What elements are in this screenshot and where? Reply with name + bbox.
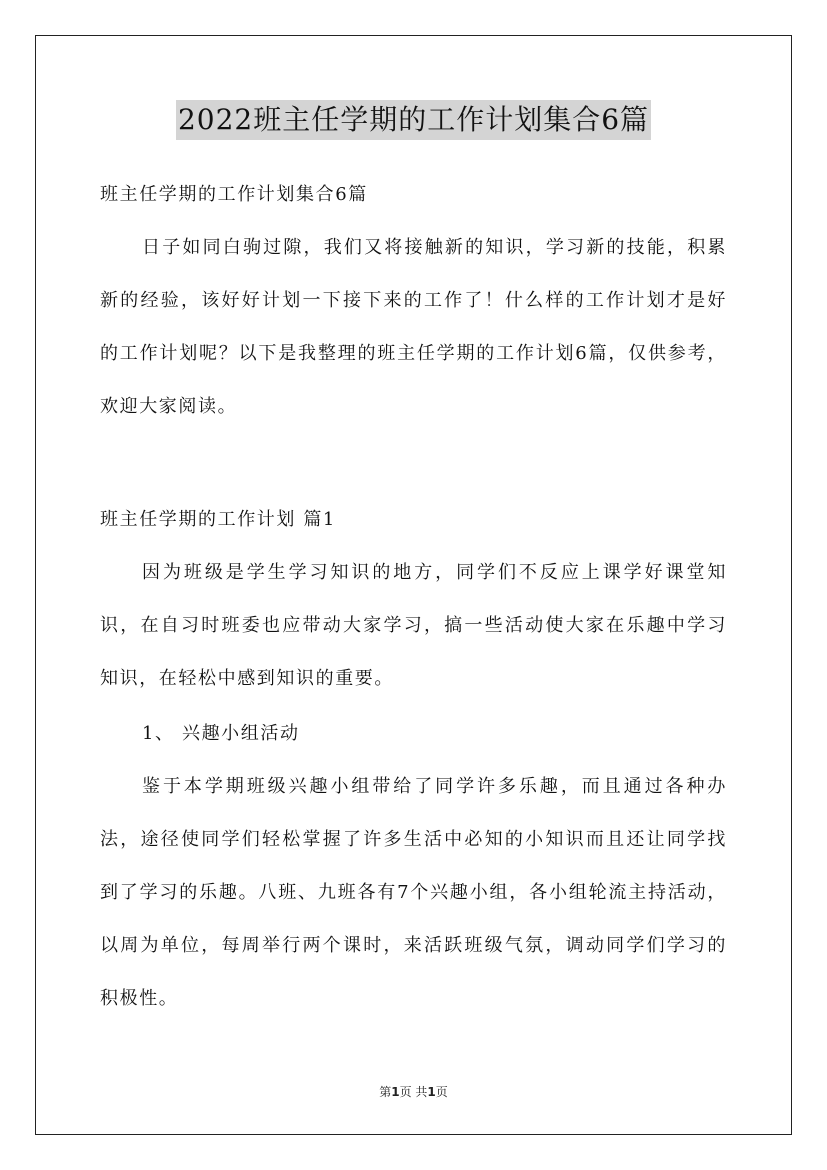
intro-paragraph: 日子如同白驹过隙，我们又将接触新的知识，学习新的技能，积累新的经验，该好好计划一下接下来的工作了！什么样的工作计划才是好的工作计划呢？以下是我整理的班主任学期的工作计划6篇，仅供参考，欢迎大家阅读。 bbox=[100, 237, 727, 417]
footer-page-number: 1 bbox=[391, 1085, 400, 1099]
title-container bbox=[0, 100, 827, 140]
footer-page-suffix: 页 bbox=[435, 1085, 448, 1099]
footer-page-total: 1 bbox=[427, 1085, 436, 1099]
page-footer bbox=[0, 1083, 827, 1100]
item-heading: 1、 兴趣小组活动 bbox=[142, 723, 300, 744]
section-paragraph: 因为班级是学生学习知识的地方，同学们不反应上课学好课堂知识，在自习时班委也应带动大家学习，搞一些活动使大家在乐趣中学习知识，在轻松中感到知识的重要。 bbox=[100, 562, 727, 689]
document-title: 2022班主任学期的工作计划集合6篇 bbox=[176, 100, 651, 140]
footer-page-mid: 页 共 bbox=[399, 1085, 428, 1099]
footer-page-prefix: 第 bbox=[379, 1085, 392, 1099]
subtitle: 班主任学期的工作计划集合6篇 bbox=[100, 184, 368, 205]
item-paragraph: 鉴于本学期班级兴趣小组带给了同学许多乐趣，而且通过各种办法，途径使同学们轻松掌握了许多生活中必知的小知识而且还让同学找到了学习的乐趣。八班、九班各有7个兴趣小组，各小组轮流主持活动，以周为单位，每周举行两个课时，来活跃班级气氛，调动同学们学习的积极性。 bbox=[100, 776, 727, 1009]
section-heading: 班主任学期的工作计划 篇1 bbox=[100, 509, 336, 530]
